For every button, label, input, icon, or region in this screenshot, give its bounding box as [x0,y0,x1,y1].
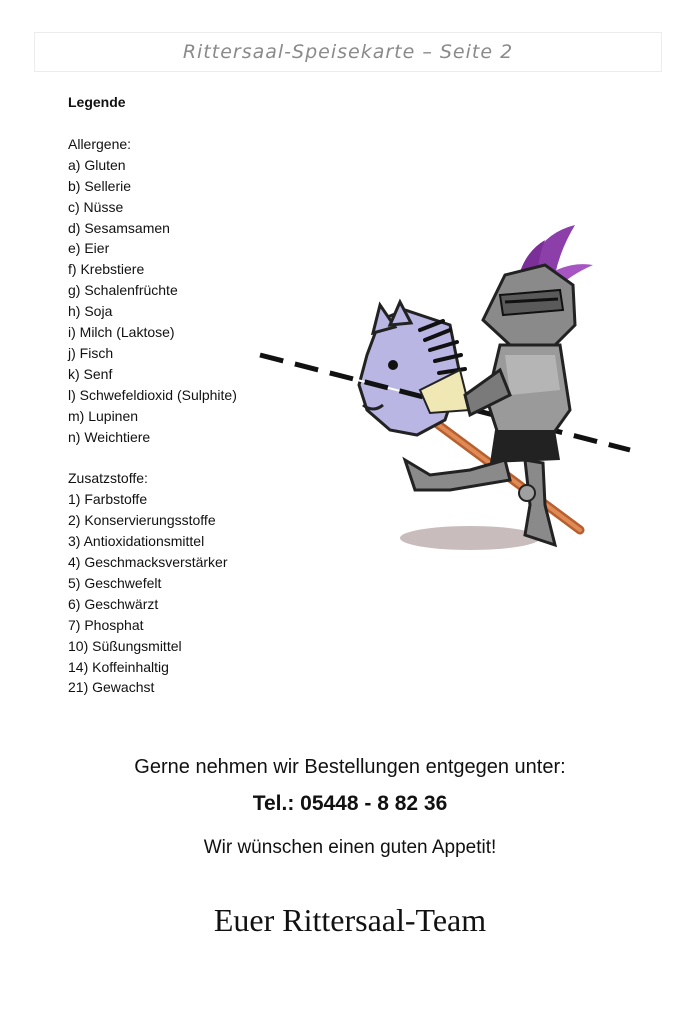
list-item: n) Weichtiere [68,428,151,445]
list-item: e) Eier [68,240,110,257]
page-header [34,32,662,72]
list-item: 14) Koffeinhaltig [68,658,169,675]
list-item: f) Krebstiere [68,261,145,278]
list-item: h) Soja [68,303,113,320]
list-item: 2) Konservierungsstoffe [68,512,216,529]
knight-on-hobby-horse-icon [255,205,640,560]
list-item: 21) Gewachst [68,679,155,696]
list-item: 3) Antioxidationsmittel [68,533,205,550]
list-item: b) Sellerie [68,177,132,194]
list-item: 7) Phosphat [68,616,144,633]
list-item: g) Schalenfrüchte [68,282,178,299]
order-text: Gerne nehmen wir Bestellungen entgegen unter: [134,756,566,778]
list-item: 1) Farbstoffe [68,491,148,508]
team-signature: Euer Rittersaal-Team [213,902,487,938]
list-item: l) Schwefeldioxid (Sulphite) [68,386,237,403]
list-item: j) Fisch [68,344,114,361]
list-item: 4) Geschmacksverstärker [68,554,228,571]
list-item: d) Sesamsamen [68,219,170,236]
appetit-text: Wir wünschen einen guten Appetit! [203,837,497,858]
legend-title: Legende [68,94,126,110]
list-item: 6) Geschwärzt [68,595,159,612]
list-item: 10) Süßungsmittel [68,637,182,654]
allergens-label: Allergene: [68,135,132,152]
list-item: m) Lupinen [68,407,139,424]
phone-number: Tel.: 05448 - 8 82 36 [252,792,448,815]
list-item: i) Milch (Laktose) [68,324,175,341]
list-item: 5) Geschwefelt [68,574,162,591]
list-item: k) Senf [68,365,113,382]
list-item: a) Gluten [68,156,126,173]
page-title: Rittersaal-Speisekarte – Seite 2 [182,41,514,63]
list-item: c) Nüsse [68,198,124,215]
additives-label: Zusatzstoffe: [68,470,148,487]
